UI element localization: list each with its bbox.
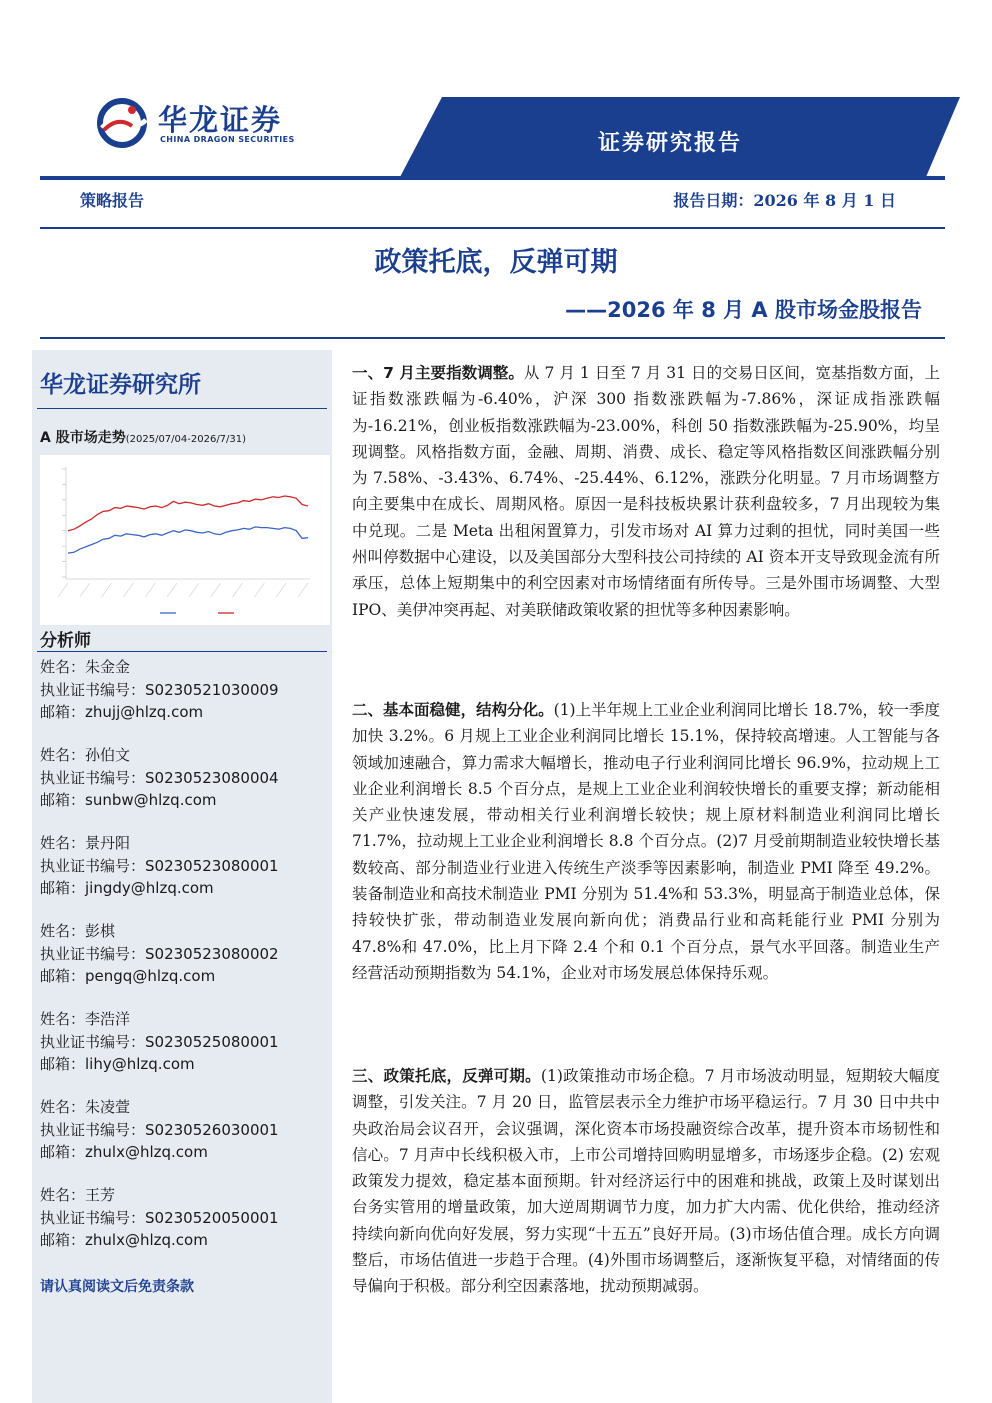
trend-chart-title: A 股市场走势 <box>40 430 126 446</box>
section-policy <box>352 1063 940 1300</box>
cert-number: S0230523080004 <box>145 768 279 787</box>
logo-icon <box>96 98 148 148</box>
email-link[interactable]: zhujj@hlzq.com <box>85 703 204 721</box>
analyst-cert <box>40 1031 325 1054</box>
analyst-heading: 分析师 <box>40 631 91 651</box>
analyst-email <box>40 1141 325 1164</box>
analyst-name: 姓名：孙伯文 <box>40 746 131 764</box>
cert-number: S0230526030001 <box>145 1120 279 1139</box>
email-label: 邮箱： <box>40 967 86 985</box>
page-title: 政策托底，反弹可期 <box>374 247 618 278</box>
analyst-card <box>40 1008 325 1096</box>
section-heading: 二、基本面稳健，结构分化。 <box>352 701 554 719</box>
email-link[interactable]: pengq@hlzq.com <box>85 967 216 985</box>
cert-label: 执业证书编号： <box>40 1208 146 1227</box>
email-label: 邮箱： <box>40 703 86 721</box>
analyst-cert <box>40 679 325 702</box>
email-label: 邮箱： <box>40 1055 86 1073</box>
analyst-name: 姓名：景丹阳 <box>40 834 131 852</box>
report-date: 报告日期：2026 年 8 月 1 日 <box>673 191 896 210</box>
analyst-name: 姓名：朱金金 <box>40 658 131 676</box>
analyst-name: 姓名：李浩洋 <box>40 1010 131 1028</box>
report-type: 策略报告 <box>80 191 145 210</box>
analyst-cert <box>40 1207 325 1230</box>
section-fundamentals <box>352 697 940 986</box>
cert-label: 执业证书编号： <box>40 856 146 875</box>
analyst-cert <box>40 855 325 878</box>
analyst-card <box>40 1096 325 1184</box>
subtitle-rule <box>40 337 945 339</box>
analyst-cert <box>40 767 325 790</box>
analyst-email <box>40 1229 325 1252</box>
analyst-card <box>40 1184 325 1272</box>
analyst-list <box>40 656 325 1272</box>
analyst-name: 姓名：彭棋 <box>40 922 116 940</box>
email-label: 邮箱： <box>40 791 86 809</box>
header-rule <box>40 176 945 180</box>
analyst-name: 姓名：朱凌萱 <box>40 1098 131 1116</box>
email-link[interactable]: sunbw@hlzq.com <box>85 791 217 809</box>
cert-number: S0230523080001 <box>145 856 279 875</box>
analyst-name: 姓名：王芳 <box>40 1186 116 1204</box>
trend-chart-range: (2025/07/04-2026/7/31) <box>125 434 247 445</box>
analyst-email <box>40 1053 325 1076</box>
disclaimer-link[interactable]: 请认真阅读文后免责条款 <box>40 1279 194 1295</box>
cert-label: 执业证书编号： <box>40 1032 146 1051</box>
section-monthly-indices <box>352 360 940 623</box>
market-trend-chart <box>40 455 330 625</box>
section-text: (1)政策推动市场企稳。7 月市场波动明显，短期较大幅度调整，引发关注。7 月 20 日，监管层表示全力维护市场平稳运行。7 月 30 日中共中央政治局会议召开，会议强调，深化资本市场投融资综合改革，提升资本市场韧性和信心。7 月声中长线积极入市，上市公司增持回购明显增多，市场逐步企稳。(2) 宏观政策发力提效，稳定基本面预期。针对经济运行中的困难和挑战，政策上及时谋划出台务实管用的增量政策，加大逆周期调节力度，加力扩大内需、优化供给，推动经济持续向新向优向好发展，努力实现“十五五”良好开局。(3)市场估值合理。成长方向调整后，市场估值进一步趋于合理。(4)外围市场调整后，逐渐恢复平稳，对情绪面的传导偏向于积极。部分利空因素落地，扰动预期减弱。 <box>352 1067 940 1296</box>
email-label: 邮箱： <box>40 1231 86 1249</box>
cert-label: 执业证书编号： <box>40 768 146 787</box>
cert-number: S0230520050001 <box>145 1208 279 1227</box>
institute-name: 华龙证券研究所 <box>40 372 201 398</box>
brand-name: 华龙证券 <box>158 103 283 137</box>
email-label: 邮箱： <box>40 1143 86 1161</box>
banner-title: 证券研究报告 <box>598 130 743 156</box>
analyst-card <box>40 656 325 744</box>
analyst-card <box>40 744 325 832</box>
analyst-email <box>40 789 325 812</box>
analyst-cert <box>40 943 325 966</box>
cert-number: S0230523080002 <box>145 944 279 963</box>
section-text: 从 7 月 1 日至 7 月 31 日的交易日区间，宽基指数方面，上证指数涨跌幅为-6.40%，沪深 300 指数涨跌幅为-7.86%，深证成指涨跌幅为-16.21%，创业板指数涨跌幅为-23.00%，科创 50 指数涨跌幅为-25.90%，均呈现调整。风格指数方面，金融、周期、消费、成长、稳定等风格指数区间涨跌幅分别为 7.58%、-3.43%、6.74%、-25.44%、6.12%，涨跌分化明显。7 月市场调整方向主要集中在成长、周期风格。原因一是科技板块累计获利盘较多，7 月出现较为集中兑现。二是 Meta 出租闲置算力，引发市场对 AI 算力过剩的担忧，同时美国一些州叫停数据中心建设，以及美国部分大型科技公司持续的 AI 资本开支导致现金流有所承压，总体上短期集中的利空因素对市场情绪面有所传导。三是外围市场调整、大型 IPO、美伊冲突再起、对美联储政策收紧的担忧等多种因素影响。 <box>352 364 940 619</box>
section-text: (1)上半年规上工业企业利润同比增长 18.7%，较一季度加快 3.2%。6 月规上工业企业利润同比增长 15.1%，保持较高增速。人工智能与各领域加速融合，算力需求大幅增长，推动电子行业利润同比增长 96.9%，拉动规上工业企业利润增长 8.5 个百分点，是规上工业企业利润较快增长的重要支撑；新动能相关产业快速发展，带动相关行业利润增长较快；规上原材料制造业利润同比增长 71.7%，拉动规上工业企业利润增长 8.8 个百分点。(2)7 月受前期制造业较快增长基数较高、部分制造业行业进入传统生产淡季等因素影响，制造业 PMI 降至 49.2%。装备制造业和高技术制造业 PMI 分别为 51.4%和 53.3%，明显高于制造业总体，保持较快扩张，带动制造业发展向新向优；消费品行业和高耗能行业 PMI 分别为 47.8%和 47.0%，比上月下降 2.4 个和 0.1 个百分点，景气水平回落。制造业生产经营活动预期指数为 54.1%，企业对市场发展总体保持乐观。 <box>352 701 940 982</box>
cert-number: S0230525080001 <box>145 1032 279 1051</box>
analyst-card <box>40 832 325 920</box>
analyst-card <box>40 920 325 1008</box>
section-heading: 三、政策托底，反弹可期。 <box>352 1067 541 1085</box>
sidebar-rule <box>37 408 327 409</box>
email-link[interactable]: zhulx@hlzq.com <box>85 1143 208 1161</box>
email-label: 邮箱： <box>40 879 86 897</box>
brand-name-en: CHINA DRAGON SECURITIES <box>160 135 295 144</box>
title-rule <box>40 227 945 229</box>
cert-label: 执业证书编号： <box>40 944 146 963</box>
analyst-rule <box>37 651 327 652</box>
chart-background <box>40 455 330 625</box>
cert-label: 执业证书编号： <box>40 680 146 699</box>
cert-label: 执业证书编号： <box>40 1120 146 1139</box>
section-heading: 一、7 月主要指数调整。 <box>352 364 524 382</box>
email-link[interactable]: lihy@hlzq.com <box>85 1055 195 1073</box>
analyst-cert <box>40 1119 325 1142</box>
trend-chart-label <box>40 427 246 447</box>
analyst-email <box>40 701 325 724</box>
page-subtitle: ——2026 年 8 月 A 股市场金股报告 <box>565 298 922 322</box>
email-link[interactable]: zhulx@hlzq.com <box>85 1231 208 1249</box>
analyst-email <box>40 965 325 988</box>
cert-number: S0230521030009 <box>145 680 279 699</box>
analyst-email <box>40 877 325 900</box>
email-link[interactable]: jingdy@hlzq.com <box>85 879 214 897</box>
